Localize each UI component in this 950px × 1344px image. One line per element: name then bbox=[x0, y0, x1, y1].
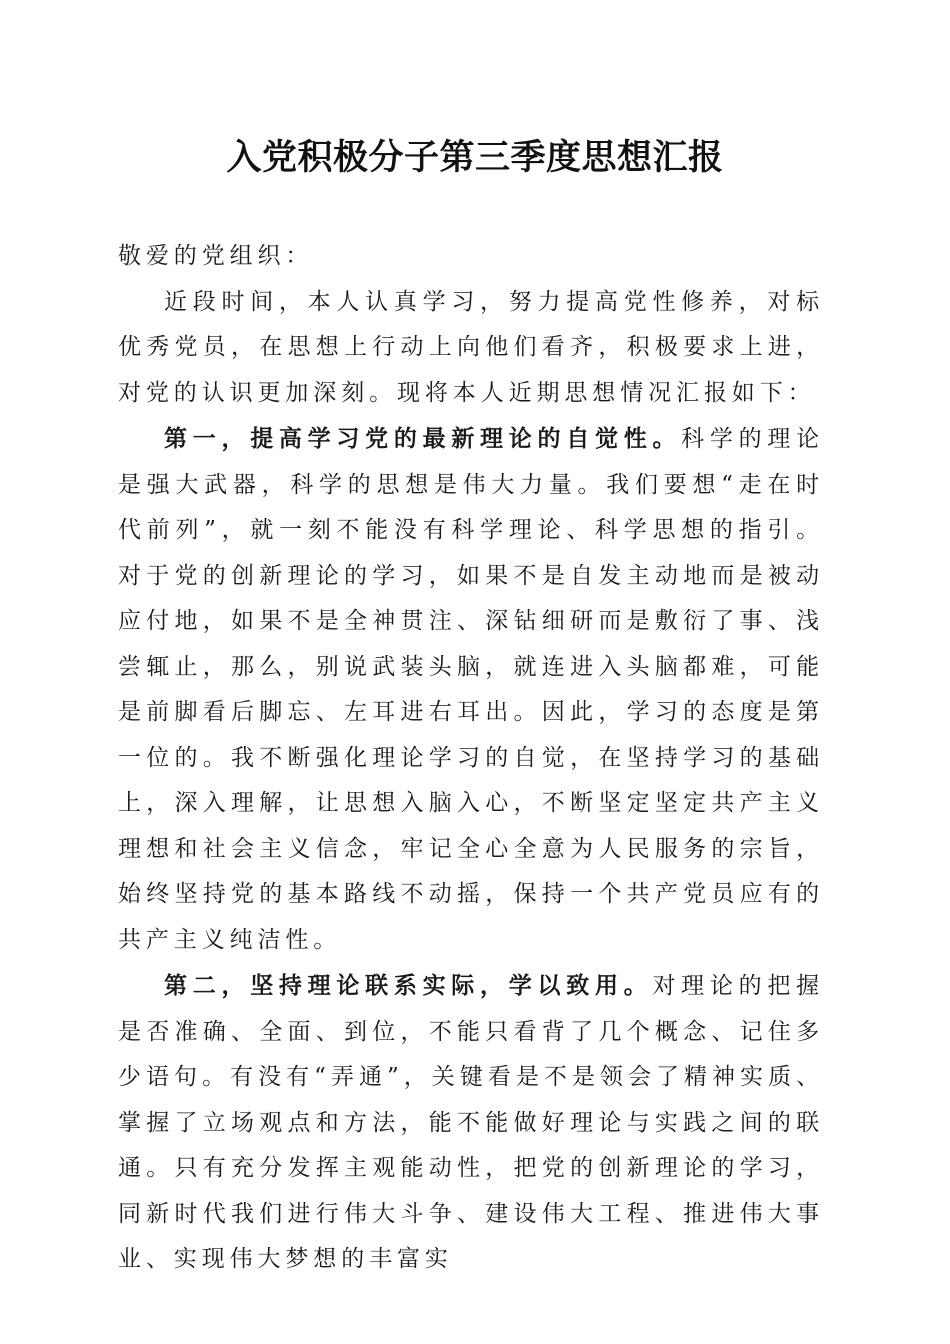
section-heading-2: 第二，坚持理论联系实际，学以致用。 bbox=[164, 972, 653, 999]
salutation: 敬爱的党组织： bbox=[118, 243, 314, 269]
section-paragraph-1 bbox=[118, 416, 824, 963]
section-heading-1: 第一，提高学习党的最新理论的自觉性。 bbox=[164, 425, 682, 452]
document-body bbox=[118, 234, 824, 1283]
section-text-1: 科学的理论是强大武器，科学的思想是伟大力量。我们要想“走在时代前列”，就一刻不能没有科学理论、科学思想的指引。对于党的创新理论的学习，如果不是自发主动地而是被动应付地，如果不是全神贯注、深钻细研而是敷衍了事、浅尝辄止，那么，别说武装头脑，就连进入头脑都难，可能是前脚看后脚忘、左耳进右耳出。因此，学习的态度是第一位的。我不断强化理论学习的自觉，在坚持学习的基础上，深入理解，让思想入脑入心，不断坚定坚定共产主义理想和社会主义信念，牢记全心全意为人民服务的宗旨，始终坚持党的基本路线不动摇，保持一个共产党员应有的共产主义纯洁性。 bbox=[118, 426, 824, 953]
intro-paragraph: 近段时间，本人认真学习，努力提高党性修养，对标优秀党员，在思想上行动上向他们看齐，积极要求上进，对党的认识更加深刻。现将本人近期思想情况汇报如下： bbox=[118, 288, 824, 406]
document-title: 入党积极分子第三季度思想汇报 bbox=[226, 137, 724, 178]
section-text-2: 对理论的把握是否准确、全面、到位，不能只看背了几个概念、记住多少语句。有没有“弄通”，关键看是不是领会了精神实质、掌握了立场观点和方法，能不能做好理论与实践之间的联通。只有充分发挥主观能动性，把党的创新理论的学习，同新时代我们进行伟大斗争、建设伟大工程、推进伟大事业、实现伟大梦想的丰富实 bbox=[118, 973, 824, 1272]
section-paragraph-2 bbox=[118, 963, 824, 1283]
